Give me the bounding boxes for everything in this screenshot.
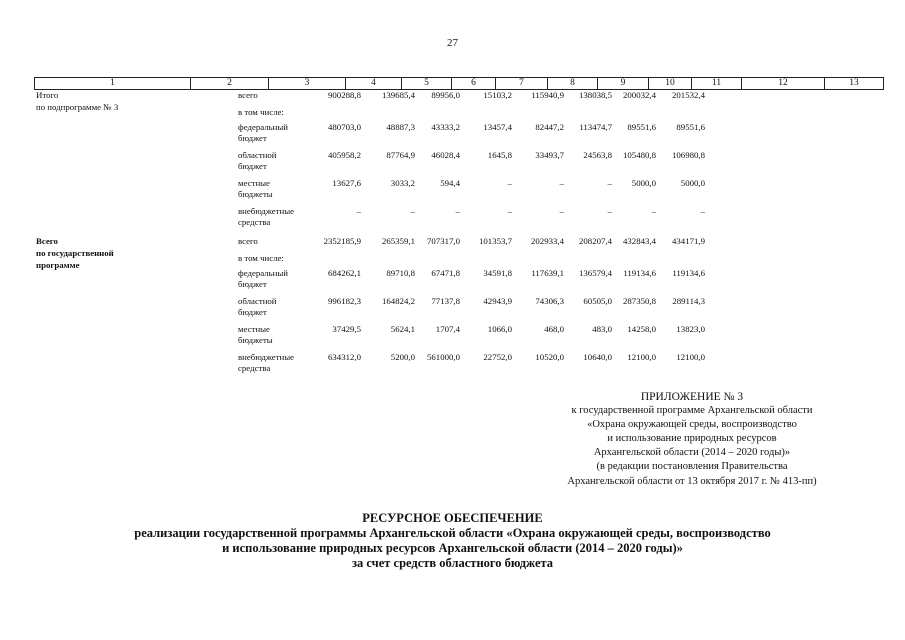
table-cell: 101353,7	[479, 236, 512, 246]
row-label: федеральный	[238, 122, 288, 132]
table-cell: 208207,4	[579, 236, 612, 246]
column-header: 6	[452, 78, 496, 89]
row-label: местные	[238, 324, 270, 334]
table-cell: 139685,4	[382, 90, 415, 100]
table-cell: 82447,2	[535, 122, 564, 132]
column-header: 1	[35, 78, 191, 89]
table-cell: 37429,5	[332, 324, 361, 334]
table-cell: 684262,1	[328, 268, 361, 278]
table-cell: 10640,0	[583, 352, 612, 362]
table-cell: 2352185,9	[323, 236, 361, 246]
table-cell: 289114,3	[672, 296, 705, 306]
column-header: 2	[191, 78, 269, 89]
table-cell: 200032,4	[623, 90, 656, 100]
table-cell: 119134,6	[672, 268, 705, 278]
table-cell: 89956,0	[431, 90, 460, 100]
table-cell: 60505,0	[583, 296, 612, 306]
column-header: 7	[496, 78, 548, 89]
table-cell: 138038,5	[579, 90, 612, 100]
column-header: 8	[548, 78, 598, 89]
table-cell: 34591,8	[483, 268, 512, 278]
appendix-line: (в редакции постановления Правительства	[596, 461, 788, 473]
table-cell: –	[651, 206, 656, 216]
table-cell: 468,0	[544, 324, 564, 334]
resource-title-heading: РЕСУРСНОЕ ОБЕСПЕЧЕНИЕ	[362, 511, 543, 525]
table-cell: 117639,1	[531, 268, 564, 278]
group-name: программе	[36, 260, 80, 270]
row-label: средства	[238, 217, 271, 227]
group-name: Всего	[36, 236, 58, 246]
table-cell: 113474,7	[579, 122, 612, 132]
appendix-title: ПРИЛОЖЕНИЕ № 3	[640, 391, 744, 403]
table-cell: 5000,0	[631, 178, 656, 188]
column-header: 12	[742, 78, 825, 89]
resource-title-block	[0, 511, 905, 571]
column-header: 10	[649, 78, 692, 89]
row-label: бюджеты	[238, 335, 273, 345]
table-cell: 89710,8	[386, 268, 415, 278]
column-header: 5	[402, 78, 452, 89]
table-cell: 164824,2	[382, 296, 415, 306]
table-cell: 115940,9	[531, 90, 564, 100]
table-cell: 12100,0	[627, 352, 656, 362]
table-cell: 5624,1	[390, 324, 415, 334]
table-cell: –	[559, 178, 564, 188]
appendix-line: Архангельской области от 13 октября 2017 г. № 413-пп)	[567, 475, 817, 487]
table-cell: –	[607, 178, 612, 188]
table-cell: 3033,2	[390, 178, 415, 188]
table-cell: –	[507, 206, 512, 216]
table-cell: 46028,4	[431, 150, 460, 160]
row-label: бюджет	[238, 307, 267, 317]
table-cell: 89551,6	[676, 122, 705, 132]
table-cell: –	[607, 206, 612, 216]
table-cell: 14258,0	[627, 324, 656, 334]
row-label: в том числе:	[238, 107, 284, 117]
row-label: федеральный	[238, 268, 288, 278]
appendix-line: к государственной программе Архангельской области	[571, 405, 813, 417]
table-cell: 1707,4	[435, 324, 460, 334]
row-label: всего	[238, 90, 258, 100]
column-header: 4	[346, 78, 402, 89]
column-header: 9	[598, 78, 649, 89]
column-header: 13	[849, 78, 859, 88]
table-cell: 10520,0	[535, 352, 564, 362]
table-cell: 89551,6	[627, 122, 656, 132]
table-cell: 996182,3	[328, 296, 361, 306]
column-header: 11	[692, 78, 742, 89]
table-cell: 405958,2	[328, 150, 361, 160]
row-label: местные	[238, 178, 270, 188]
table-cell: 12100,0	[676, 352, 705, 362]
table-cell: 136579,4	[579, 268, 612, 278]
page-number: 27	[447, 37, 458, 49]
row-label: бюджеты	[238, 189, 273, 199]
appendix-block	[527, 390, 857, 489]
table-cell: 201532,4	[672, 90, 705, 100]
table-cell: 900288,8	[328, 90, 361, 100]
column-header: 3	[269, 78, 346, 89]
table-cell: –	[410, 206, 415, 216]
row-label: бюджет	[238, 161, 267, 171]
table-cell: 202933,4	[531, 236, 564, 246]
table-cell: 67471,8	[431, 268, 460, 278]
table-cell: 13627,6	[332, 178, 361, 188]
table-cell: 33493,7	[535, 150, 564, 160]
table-cell: 13457,4	[483, 122, 512, 132]
table-cell: 1645,8	[487, 150, 512, 160]
row-label: областной	[238, 150, 277, 160]
resource-title-line: реализации государственной программы Архангельской области «Охрана окружающей среды, воспроизводство	[134, 526, 771, 540]
table-cell: 105480,8	[623, 150, 656, 160]
table-cell: –	[356, 206, 361, 216]
row-label: бюджет	[238, 279, 267, 289]
row-label: областной	[238, 296, 277, 306]
table-header-row	[34, 77, 884, 90]
group-name: по подпрограмме № 3	[36, 102, 119, 112]
table-cell: –	[700, 206, 705, 216]
table-cell: 5000,0	[680, 178, 705, 188]
table-cell: 106980,8	[672, 150, 705, 160]
table-cell: 87764,9	[386, 150, 415, 160]
table-cell: 434171,9	[672, 236, 705, 246]
table-cell: 561000,0	[427, 352, 460, 362]
appendix-line: «Охрана окружающей среды, воспроизводство	[587, 419, 797, 431]
row-label: внебюджетные	[238, 352, 295, 362]
resource-title-line: и использование природных ресурсов Архангельской области (2014 – 2020 годы)»	[222, 541, 683, 555]
group-name: по государственной	[36, 248, 114, 258]
table-cell: 48887,3	[386, 122, 415, 132]
table-cell: 1066,0	[487, 324, 512, 334]
table-cell: 24563,8	[583, 150, 612, 160]
table-cell: 5200,0	[390, 352, 415, 362]
table-cell: 13823,0	[676, 324, 705, 334]
table-cell: 265359,1	[382, 236, 415, 246]
table-cell: 43333,2	[431, 122, 460, 132]
table-cell: 77137,8	[431, 296, 460, 306]
table-cell: 634312,0	[328, 352, 361, 362]
table-cell: –	[507, 178, 512, 188]
appendix-line: и использование природных ресурсов	[607, 433, 777, 445]
table-cell: 119134,6	[623, 268, 656, 278]
table-cell: 15103,2	[483, 90, 512, 100]
table-cell: 707317,0	[427, 236, 460, 246]
table-cell: 22752,0	[483, 352, 512, 362]
table-cell: 594,4	[440, 178, 460, 188]
row-label: средства	[238, 363, 271, 373]
row-label: бюджет	[238, 133, 267, 143]
row-label: всего	[238, 236, 258, 246]
row-label: в том числе:	[238, 253, 284, 263]
table-cell: 483,0	[592, 324, 612, 334]
table-cell: 287350,8	[623, 296, 656, 306]
table-cell: 432843,4	[623, 236, 656, 246]
table-cell: 74306,3	[535, 296, 564, 306]
table-cell: 42943,9	[483, 296, 512, 306]
resource-title-line: за счет средств областного бюджета	[351, 556, 554, 570]
table-cell: –	[559, 206, 564, 216]
appendix-line: Архангельской области (2014 – 2020 годы)»	[593, 447, 791, 459]
group-name: Итого	[36, 90, 59, 100]
table-cell: –	[455, 206, 460, 216]
table-cell: 480703,0	[328, 122, 361, 132]
row-label: внебюджетные	[238, 206, 295, 216]
